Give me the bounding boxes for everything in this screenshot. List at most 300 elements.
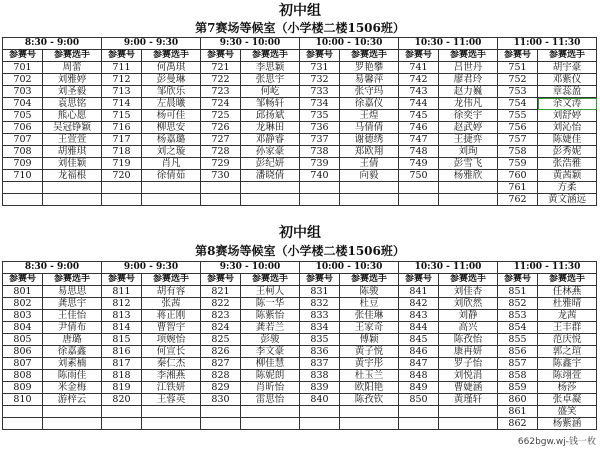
entry-number-cell: 824	[201, 322, 241, 334]
player-name-cell: 刘沁怡	[538, 122, 597, 134]
entry-number-cell: 724	[201, 98, 241, 110]
player-name-cell: 王倩	[340, 158, 399, 170]
entry-number-cell	[300, 406, 340, 418]
player-name-cell: 杨紫涵	[538, 418, 597, 430]
player-name-cell: 刘之璇	[142, 146, 201, 158]
player-name-cell: 章蕊盈	[538, 86, 597, 98]
entry-number-cell: 706	[3, 122, 43, 134]
entry-number-cell: 752	[498, 74, 538, 86]
entry-number-cell: 850	[399, 394, 439, 406]
entry-number-cell	[102, 194, 142, 206]
player-name-cell: 罗子怡	[439, 358, 498, 370]
entry-number-cell: 857	[498, 358, 538, 370]
col-header-player: 参赛选手	[538, 50, 597, 62]
entry-number-cell	[201, 194, 241, 206]
entry-number-cell: 806	[3, 346, 43, 358]
entry-number-cell: 802	[3, 298, 43, 310]
entry-number-cell: 858	[498, 370, 538, 382]
player-name-cell	[340, 182, 399, 194]
entry-number-cell: 701	[3, 62, 43, 74]
entry-number-cell: 849	[399, 382, 439, 394]
table-row	[3, 194, 597, 206]
player-name-cell: 尹倩布	[43, 322, 102, 334]
col-header-player: 参赛选手	[538, 274, 597, 286]
player-name-cell: 杨可佳	[142, 110, 201, 122]
entry-number-cell: 859	[498, 382, 538, 394]
player-name-cell: 杜雅晴	[538, 298, 597, 310]
player-name-cell: 王煌	[340, 110, 399, 122]
player-name-cell	[241, 418, 300, 430]
entry-number-cell	[102, 182, 142, 194]
player-name-cell: 米金梅	[43, 382, 102, 394]
col-header-player: 参赛选手	[241, 50, 300, 62]
player-name-cell	[43, 418, 102, 430]
entry-number-cell: 716	[102, 122, 142, 134]
table-row	[3, 98, 597, 110]
player-name-cell: 刘舒婷	[538, 110, 597, 122]
group-title: 初中组	[279, 3, 321, 19]
player-name-cell: 柳佳慧	[241, 358, 300, 370]
player-name-cell: 陈翊萱	[538, 370, 597, 382]
player-name-cell	[439, 182, 498, 194]
player-name-cell: 彭纪妍	[241, 158, 300, 170]
player-name-cell: 龙福根	[43, 170, 102, 182]
time-slot-header: 10:30 - 11:00	[399, 262, 498, 274]
player-name-cell: 彭雪飞	[439, 158, 498, 170]
player-name-cell	[340, 194, 399, 206]
entry-number-cell	[201, 418, 241, 430]
player-name-cell: 黄瑾轩	[439, 394, 498, 406]
player-name-cell: 郭之瑄	[538, 346, 597, 358]
entry-number-cell: 810	[3, 394, 43, 406]
entry-number-cell: 707	[3, 134, 43, 146]
col-header-player: 参赛选手	[43, 50, 102, 62]
col-header-number: 参赛号	[201, 274, 241, 286]
entry-number-cell: 748	[399, 146, 439, 158]
entry-number-cell: 762	[498, 194, 538, 206]
entry-number-cell: 821	[201, 286, 241, 298]
player-name-cell: 杨莎	[538, 382, 597, 394]
table-row	[3, 310, 597, 322]
time-slot-header: 10:30 - 11:00	[399, 38, 498, 50]
entry-number-cell: 838	[300, 370, 340, 382]
player-name-cell: 徐嘉仪	[340, 98, 399, 110]
entry-number-cell: 720	[102, 170, 142, 182]
player-name-cell: 欧阳艳	[340, 382, 399, 394]
player-name-cell: 邹欣乐	[142, 86, 201, 98]
entry-number-cell: 708	[3, 146, 43, 158]
player-name-cell: 刘佳杏	[439, 286, 498, 298]
player-name-cell: 陈雨佳	[43, 370, 102, 382]
entry-number-cell: 848	[399, 370, 439, 382]
player-name-cell: 张思宇	[241, 74, 300, 86]
player-name-cell: 陈骏	[340, 286, 399, 298]
col-header-player: 参赛选手	[439, 274, 498, 286]
entry-number-cell: 755	[498, 110, 538, 122]
player-name-cell: 雷思怡	[241, 394, 300, 406]
table-row	[3, 86, 597, 98]
player-name-cell: 蒋正刚	[142, 310, 201, 322]
player-name-cell	[241, 182, 300, 194]
entry-number-cell	[201, 182, 241, 194]
player-name-cell: 曹智宇	[142, 322, 201, 334]
entry-number-cell: 750	[399, 170, 439, 182]
time-slot-header: 10:00 - 10:30	[300, 262, 399, 274]
col-header-number: 参赛号	[498, 274, 538, 286]
col-header-number: 参赛号	[300, 50, 340, 62]
player-name-cell	[43, 406, 102, 418]
player-name-cell: 张守玛	[340, 86, 399, 98]
entry-number-cell: 714	[102, 98, 142, 110]
player-name-cell	[241, 406, 300, 418]
player-name-cell: 傅颖	[340, 334, 399, 346]
schedule-table	[2, 261, 597, 430]
entry-number-cell: 731	[300, 62, 340, 74]
entry-number-cell: 831	[300, 286, 340, 298]
entry-number-cell: 754	[498, 98, 538, 110]
player-name-cell	[340, 406, 399, 418]
player-name-cell: 张卓凝	[538, 394, 597, 406]
schedule-table	[2, 37, 597, 206]
entry-number-cell: 722	[201, 74, 241, 86]
player-name-cell: 黄茜颖	[538, 170, 597, 182]
entry-number-cell	[102, 406, 142, 418]
entry-number-cell: 735	[300, 110, 340, 122]
player-name-cell: 周蕾	[43, 62, 102, 74]
entry-number-cell: 813	[102, 310, 142, 322]
player-name-cell: 邹畅轩	[241, 98, 300, 110]
col-header-player: 参赛选手	[340, 274, 399, 286]
entry-number-cell	[399, 418, 439, 430]
player-name-cell: 龙琳田	[241, 122, 300, 134]
player-name-cell: 熊心愿	[43, 110, 102, 122]
player-name-cell: 项婉怡	[142, 334, 201, 346]
player-name-cell	[142, 406, 201, 418]
entry-number-cell: 759	[498, 158, 538, 170]
player-name-cell: 陈鑫宇	[538, 358, 597, 370]
player-name-cell: 郑欧翔	[340, 146, 399, 158]
entry-number-cell: 736	[300, 122, 340, 134]
entry-number-cell	[399, 406, 439, 418]
entry-number-cell: 855	[498, 334, 538, 346]
entry-number-cell: 801	[3, 286, 43, 298]
entry-number-cell: 703	[3, 86, 43, 98]
player-name-cell: 潘晓倩	[241, 170, 300, 182]
entry-number-cell: 711	[102, 62, 142, 74]
time-slot-header: 11:00 - 11:30	[498, 262, 597, 274]
entry-number-cell: 761	[498, 182, 538, 194]
player-name-cell: 胡宇豪	[538, 62, 597, 74]
entry-number-cell: 817	[102, 358, 142, 370]
player-name-cell: 向毅	[340, 170, 399, 182]
player-name-cell: 刘欣然	[439, 298, 498, 310]
table-row	[3, 286, 597, 298]
time-slot-header: 8:30 - 9:00	[3, 262, 102, 274]
player-name-cell: 余文涛	[538, 98, 597, 110]
player-name-cell: 陈一华	[241, 298, 300, 310]
player-name-cell: 李思颖	[241, 62, 300, 74]
table-row	[3, 182, 597, 194]
col-header-number: 参赛号	[498, 50, 538, 62]
entry-number-cell: 738	[300, 146, 340, 158]
player-name-cell: 马倩倩	[340, 122, 399, 134]
entry-number-cell: 815	[102, 334, 142, 346]
player-name-cell	[142, 418, 201, 430]
entry-number-cell: 730	[201, 170, 241, 182]
player-name-cell: 刘珣	[439, 146, 498, 158]
entry-number-cell: 819	[102, 382, 142, 394]
entry-number-cell: 827	[201, 358, 241, 370]
entry-number-cell: 715	[102, 110, 142, 122]
player-name-cell: 吕世丹	[439, 62, 498, 74]
entry-number-cell: 843	[399, 310, 439, 322]
player-name-cell: 刘佳颖	[43, 158, 102, 170]
player-name-cell: 赵武婷	[439, 122, 498, 134]
entry-number-cell: 740	[300, 170, 340, 182]
entry-number-cell: 760	[498, 170, 538, 182]
player-name-cell	[43, 194, 102, 206]
entry-number-cell: 844	[399, 322, 439, 334]
entry-number-cell: 811	[102, 286, 142, 298]
entry-number-cell: 820	[102, 394, 142, 406]
col-header-number: 参赛号	[201, 50, 241, 62]
player-name-cell: 王佳怡	[43, 310, 102, 322]
player-name-cell: 李湘燕	[142, 370, 201, 382]
entry-number-cell: 747	[399, 134, 439, 146]
player-name-cell: 刘静	[439, 310, 498, 322]
col-header-number: 参赛号	[300, 274, 340, 286]
player-name-cell: 江铁妍	[142, 382, 201, 394]
player-name-cell: 彭曼琳	[142, 74, 201, 86]
entry-number-cell: 835	[300, 334, 340, 346]
entry-number-cell: 837	[300, 358, 340, 370]
player-name-cell	[439, 418, 498, 430]
table-row	[3, 418, 597, 430]
player-name-cell: 秦仁杰	[142, 358, 201, 370]
player-name-cell	[142, 182, 201, 194]
player-name-cell: 何屹	[241, 86, 300, 98]
player-name-cell: 袁思铭	[43, 98, 102, 110]
entry-number-cell: 744	[399, 98, 439, 110]
player-name-cell: 杜玉兰	[340, 370, 399, 382]
player-name-cell: 刘雅婷	[43, 74, 102, 86]
entry-number-cell: 723	[201, 86, 241, 98]
entry-number-cell: 839	[300, 382, 340, 394]
table-row	[3, 322, 597, 334]
player-name-cell: 王丰群	[538, 322, 597, 334]
table-row	[3, 158, 597, 170]
entry-number-cell: 804	[3, 322, 43, 334]
table-row	[3, 334, 597, 346]
entry-number-cell: 719	[102, 158, 142, 170]
entry-number-cell: 718	[102, 146, 142, 158]
player-name-cell: 曹婕涵	[439, 382, 498, 394]
player-name-cell: 徐嘉鑫	[43, 346, 102, 358]
entry-number-cell: 725	[201, 110, 241, 122]
player-name-cell	[142, 194, 201, 206]
entry-number-cell: 710	[3, 170, 43, 182]
table-row	[3, 298, 597, 310]
entry-number-cell: 809	[3, 382, 43, 394]
col-header-number: 参赛号	[102, 274, 142, 286]
player-name-cell: 黄文涵远	[538, 194, 597, 206]
player-name-cell	[241, 194, 300, 206]
entry-number-cell: 860	[498, 394, 538, 406]
col-header-number: 参赛号	[3, 50, 43, 62]
player-name-cell: 何禹琪	[142, 62, 201, 74]
player-name-cell: 彭秀妮	[538, 146, 597, 158]
table-row	[3, 122, 597, 134]
player-name-cell: 刘悦涓	[439, 370, 498, 382]
table-row	[3, 62, 597, 74]
entry-number-cell: 749	[399, 158, 439, 170]
player-name-cell: 易思思	[43, 286, 102, 298]
entry-number-cell: 856	[498, 346, 538, 358]
player-name-cell: 肖昕怡	[241, 382, 300, 394]
entry-number-cell: 704	[3, 98, 43, 110]
player-name-cell: 易馨萍	[340, 74, 399, 86]
entry-number-cell: 709	[3, 158, 43, 170]
player-name-cell	[439, 406, 498, 418]
player-name-cell: 龙茜	[538, 310, 597, 322]
player-name-cell: 孙家豪	[241, 146, 300, 158]
entry-number-cell: 741	[399, 62, 439, 74]
player-name-cell: 徐倩茹	[142, 170, 201, 182]
entry-number-cell: 847	[399, 358, 439, 370]
entry-number-cell	[3, 418, 43, 430]
player-name-cell: 柳思安	[142, 122, 201, 134]
player-name-cell: 刘圣毅	[43, 86, 102, 98]
entry-number-cell	[300, 418, 340, 430]
player-name-cell: 黄子悦	[340, 346, 399, 358]
entry-number-cell	[3, 194, 43, 206]
player-name-cell: 龙伟凡	[439, 98, 498, 110]
player-name-cell: 陈婕佳	[538, 134, 597, 146]
player-name-cell: 陈孜怡	[439, 334, 498, 346]
player-name-cell: 龚若兰	[241, 322, 300, 334]
entry-number-cell: 807	[3, 358, 43, 370]
player-name-cell: 唐璐	[43, 334, 102, 346]
col-header-player: 参赛选手	[142, 50, 201, 62]
table-row	[3, 170, 597, 182]
player-name-cell: 方柔	[538, 182, 597, 194]
player-name-cell: 谢德绣	[340, 134, 399, 146]
player-name-cell: 陈孜钦	[340, 394, 399, 406]
entry-number-cell: 805	[3, 334, 43, 346]
entry-number-cell	[102, 418, 142, 430]
entry-number-cell: 861	[498, 406, 538, 418]
entry-number-cell: 825	[201, 334, 241, 346]
player-name-cell: 罗艳攀	[340, 62, 399, 74]
table-row	[3, 370, 597, 382]
table-row	[3, 146, 597, 158]
player-name-cell: 龚思宇	[43, 298, 102, 310]
entry-number-cell: 753	[498, 86, 538, 98]
watermark: 662bgw.wj-钱一枚	[518, 434, 596, 447]
entry-number-cell: 727	[201, 134, 241, 146]
entry-number-cell: 854	[498, 322, 538, 334]
player-name-cell	[43, 182, 102, 194]
player-name-cell: 李文豪	[241, 346, 300, 358]
entry-number-cell: 828	[201, 370, 241, 382]
time-slot-header: 8:30 - 9:00	[3, 38, 102, 50]
player-name-cell	[439, 194, 498, 206]
entry-number-cell: 702	[3, 74, 43, 86]
player-name-cell: 盛笑	[538, 406, 597, 418]
entry-number-cell: 834	[300, 322, 340, 334]
entry-number-cell: 743	[399, 86, 439, 98]
player-name-cell: 张佳琳	[340, 310, 399, 322]
group-title: 初中组	[279, 225, 321, 241]
entry-number-cell: 712	[102, 74, 142, 86]
player-name-cell	[340, 418, 399, 430]
entry-number-cell	[300, 182, 340, 194]
entry-number-cell: 713	[102, 86, 142, 98]
player-name-cell: 陈妮朗	[241, 370, 300, 382]
player-name-cell: 彭骏	[241, 334, 300, 346]
entry-number-cell: 818	[102, 370, 142, 382]
player-name-cell: 陈紫怡	[241, 310, 300, 322]
entry-number-cell: 803	[3, 310, 43, 322]
entry-number-cell: 751	[498, 62, 538, 74]
player-name-cell: 康再妍	[439, 346, 498, 358]
player-name-cell: 王萱萱	[43, 134, 102, 146]
entry-number-cell: 717	[102, 134, 142, 146]
table-row	[3, 110, 597, 122]
player-name-cell: 游梓云	[43, 394, 102, 406]
player-name-cell: 何宣长	[142, 346, 201, 358]
entry-number-cell: 845	[399, 334, 439, 346]
player-name-cell: 王蓉英	[142, 394, 201, 406]
col-header-number: 参赛号	[399, 50, 439, 62]
time-slot-header: 9:30 - 10:00	[201, 38, 300, 50]
player-name-cell: 刘素楠	[43, 358, 102, 370]
entry-number-cell	[399, 182, 439, 194]
col-header-player: 参赛选手	[439, 50, 498, 62]
col-header-player: 参赛选手	[142, 274, 201, 286]
entry-number-cell: 814	[102, 322, 142, 334]
entry-number-cell: 756	[498, 122, 538, 134]
time-slot-header: 9:30 - 10:00	[201, 262, 300, 274]
col-header-number: 参赛号	[399, 274, 439, 286]
table-row	[3, 134, 597, 146]
entry-number-cell: 846	[399, 346, 439, 358]
entry-number-cell: 729	[201, 158, 241, 170]
entry-number-cell: 745	[399, 110, 439, 122]
player-name-cell: 吴冠铮颖	[43, 122, 102, 134]
entry-number-cell: 737	[300, 134, 340, 146]
time-slot-header: 11:00 - 11:30	[498, 38, 597, 50]
player-name-cell: 范庆悦	[538, 334, 597, 346]
entry-number-cell: 734	[300, 98, 340, 110]
entry-number-cell: 728	[201, 146, 241, 158]
room-title: 第8赛场等候室（小学楼二楼1506班）	[195, 244, 405, 258]
time-slot-header: 9:00 - 9:30	[102, 38, 201, 50]
entry-number-cell: 758	[498, 146, 538, 158]
player-name-cell: 高兴	[439, 322, 498, 334]
entry-number-cell: 742	[399, 74, 439, 86]
entry-number-cell: 732	[300, 74, 340, 86]
player-name-cell: 肖凡	[142, 158, 201, 170]
entry-number-cell: 840	[300, 394, 340, 406]
entry-number-cell: 841	[399, 286, 439, 298]
player-name-cell: 黄宇彤	[340, 358, 399, 370]
table-row	[3, 346, 597, 358]
entry-number-cell: 721	[201, 62, 241, 74]
entry-number-cell: 830	[201, 394, 241, 406]
entry-number-cell: 746	[399, 122, 439, 134]
entry-number-cell: 826	[201, 346, 241, 358]
